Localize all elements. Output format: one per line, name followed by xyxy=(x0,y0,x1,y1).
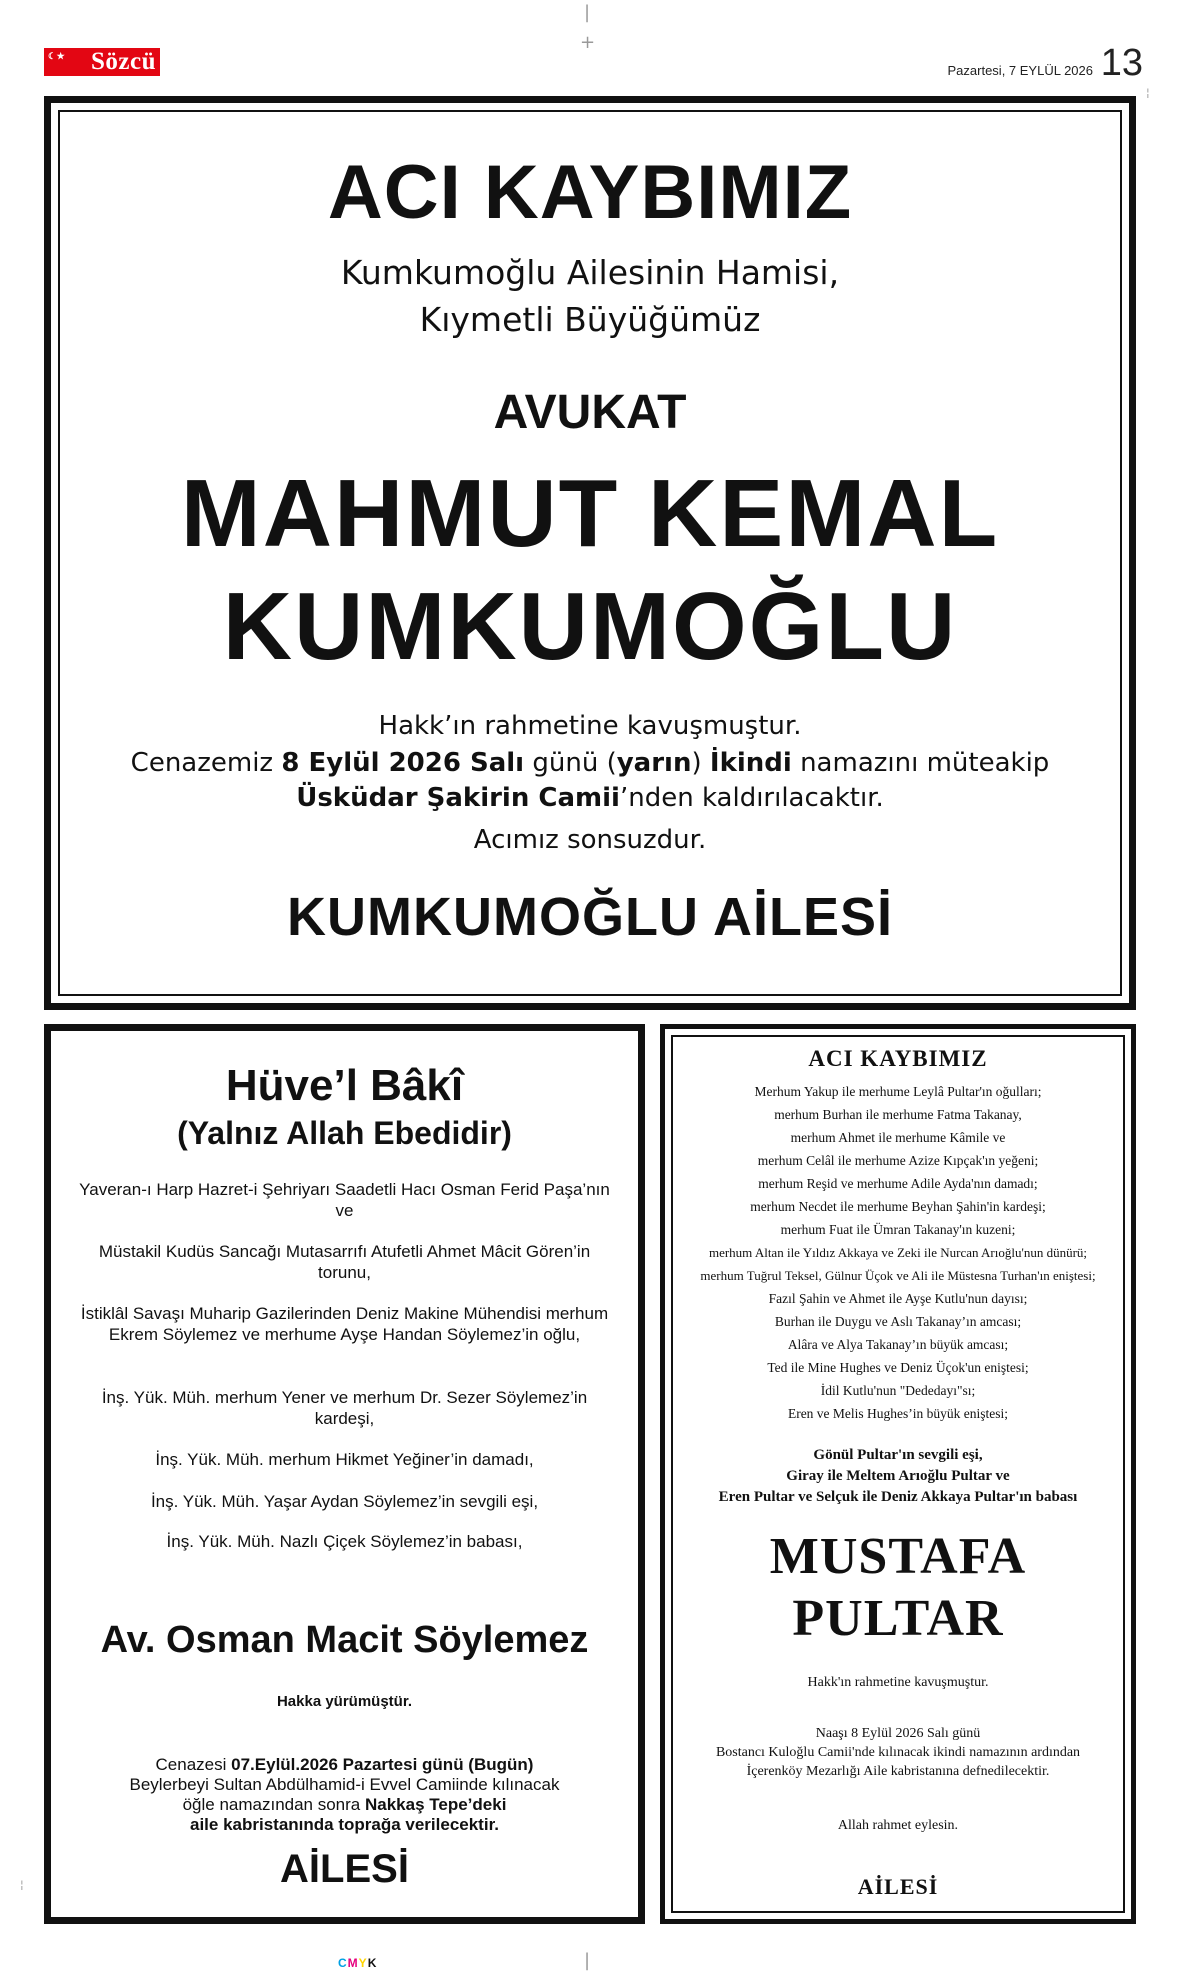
lineage-paragraph: Müstakil Kudüs Sancağı Mutasarrıfı Atufetli Ahmet Mâcit Gören’in torunu, xyxy=(98,1242,591,1282)
family-line: Eren Pultar ve Selçuk ile Deniz Akkaya Pultar'ın babası xyxy=(718,1489,1078,1505)
funeral-details-line: Cenazesi 07.Eylül.2026 Pazartesi günü (Bugün) xyxy=(155,1755,534,1774)
deceased-name: MUSTAFA xyxy=(769,1528,1027,1585)
crop-mark-icon: | xyxy=(584,1950,591,1971)
funeral-location-line: Üsküdar Şakirin Camii’nden kaldırılacaktır. xyxy=(296,783,884,813)
notice-closing: Allah rahmet eylesin. xyxy=(837,1818,959,1833)
kinship-line: merhum Altan ile Yıldız Akkaya ve Zeki ile Nurcan Arıoğlu'nun dünürü; xyxy=(708,1245,1088,1260)
kinship-line: merhum Necdet ile merhume Beyhan Şahin'in kardeşi; xyxy=(750,1199,1046,1214)
notice-subtitle: Kumkumoğlu Ailesinin Hamisi, xyxy=(340,253,840,292)
obituary-notice-soylemez xyxy=(44,1024,645,1924)
notice-subtitle: (Yalnız Allah Ebedidir) xyxy=(177,1115,512,1151)
kinship-line: merhum Burhan ile merhume Fatma Takanay, xyxy=(774,1107,1022,1122)
family-line: Giray ile Meltem Arıoğlu Pultar ve xyxy=(786,1468,1010,1484)
kinship-line: Fazıl Şahin ve Ahmet ile Ayşe Kutlu'nun dayısı; xyxy=(768,1291,1028,1306)
funeral-details-line: öğle namazından sonra Nakkaş Tepe’deki xyxy=(182,1795,507,1814)
funeral-details-line: Bostancı Kuloğlu Camii'nde kılınacak ikindi namazının ardından xyxy=(715,1745,1081,1760)
obituary-notice-kumkumoglu xyxy=(44,96,1136,1010)
lineage-paragraph: Yaveran-ı Harp Hazret-i Şehriyarı Saadetli Hacı Osman Ferid Paşa’nın ve xyxy=(79,1180,610,1220)
family-signature: AİLESİ xyxy=(280,1847,409,1891)
kinship-line: merhum Celâl ile merhume Azize Kıpçak'ın yeğeni; xyxy=(757,1153,1039,1168)
kinship-line: Merhum Yakup ile merhume Leylâ Pultar'ın oğulları; xyxy=(754,1084,1042,1099)
funeral-details-line: Cenazemiz 8 Eylül 2026 Salı günü (yarın) İkindi namazını müteakip xyxy=(130,748,1050,778)
kinship-line: merhum Fuat ile Ümran Takanay'ın kuzeni; xyxy=(780,1222,1016,1237)
family-line: Gönül Pultar'ın sevgili eşi, xyxy=(813,1447,983,1463)
cmyk-letter: C xyxy=(338,1956,348,1970)
cmyk-letter: M xyxy=(347,1956,359,1970)
obituary-notice-pultar xyxy=(660,1024,1136,1924)
cmyk-color-mark xyxy=(338,1956,377,1970)
crop-mark-icon: | xyxy=(584,2,591,23)
kinship-line: Burhan ile Duygu ve Aslı Takanay’ın amcası; xyxy=(774,1314,1022,1329)
notice-title: Hüve’l Bâkî xyxy=(225,1061,464,1110)
registration-mark-icon: + xyxy=(580,32,596,53)
logo-text: Sözcü xyxy=(91,48,156,75)
funeral-details-line: Naaşı 8 Eylül 2026 Salı günü xyxy=(815,1726,981,1741)
funeral-details-line: Beylerbeyi Sultan Abdülhamid-i Evvel Camiinde kılınacak xyxy=(129,1775,560,1794)
notice-text-line: Hakk'ın rahmetine kavuşmuştur. xyxy=(807,1675,989,1690)
notice-subtitle: Kıymetli Büyüğümüz xyxy=(419,300,761,339)
notice-text-line: Hakk’ın rahmetine kavuşmuştur. xyxy=(378,711,802,741)
kinship-line: Alâra ve Alya Takanay’ın büyük amcası; xyxy=(787,1337,1009,1352)
logo-crescent-icon: ☾★ xyxy=(48,51,66,61)
cmyk-letter: K xyxy=(367,1956,378,1970)
crop-mark-icon: ¦ xyxy=(1146,86,1150,99)
kinship-line: merhum Reşid ve merhume Adile Ayda'nın damadı; xyxy=(758,1176,1038,1191)
newspaper-logo xyxy=(44,48,160,76)
issue-date: Pazartesi, 7 EYLÜL 2026 xyxy=(947,63,1093,78)
deceased-surname: KUMKUMOĞLU xyxy=(222,573,958,680)
notice-text-line: Acımız sonsuzdur. xyxy=(473,825,707,855)
deceased-surname: PULTAR xyxy=(792,1590,1004,1647)
family-signature: AİLESİ xyxy=(857,1874,939,1899)
deceased-name: Av. Osman Macit Söylemez xyxy=(100,1619,589,1661)
kinship-line: İdil Kutlu'nun "Dededayı"sı; xyxy=(820,1383,976,1398)
cmyk-letter: Y xyxy=(358,1956,368,1970)
lineage-paragraph: İnş. Yük. Müh. merhum Yener ve merhum Dr. Sezer Söylemez’in kardeşi, xyxy=(101,1388,588,1428)
kinship-line: Eren ve Melis Hughes’in büyük eniştesi; xyxy=(787,1406,1009,1421)
funeral-details-line: İçerenköy Mezarlığı Aile kabristanına defnedilecektir. xyxy=(746,1764,1050,1779)
lineage-paragraph: İstiklâl Savaşı Muharip Gazilerinden Deniz Makine Mühendisi merhum Ekrem Söylemez ve merhume Ayşe Handan Söylemez’in oğlu, xyxy=(80,1304,609,1344)
lineage-paragraph: İnş. Yük. Müh. merhum Hikmet Yeğiner’in damadı, xyxy=(155,1450,534,1469)
notice-text-line: Hakka yürümüştür. xyxy=(276,1693,413,1710)
kinship-line: Ted ile Mine Hughes ve Deniz Üçok'un eniştesi; xyxy=(767,1360,1029,1375)
crop-mark-icon: ¦ xyxy=(20,1878,24,1891)
notice-title: ACI KAYBIMIZ xyxy=(808,1046,988,1071)
deceased-name: MAHMUT KEMAL xyxy=(180,460,1000,567)
lineage-paragraph: İnş. Yük. Müh. Yaşar Aydan Söylemez’in sevgili eşi, xyxy=(150,1492,539,1511)
lineage-paragraph: İnş. Yük. Müh. Nazlı Çiçek Söylemez’in babası, xyxy=(166,1532,523,1551)
family-signature: KUMKUMOĞLU AİLESİ xyxy=(287,887,893,947)
deceased-profession: AVUKAT xyxy=(493,386,687,439)
funeral-details-line: aile kabristanında toprağa verilecektir. xyxy=(190,1815,499,1834)
kinship-line: merhum Tuğrul Teksel, Gülnur Üçok ve Ali ile Müstesna Turhan'ın eniştesi; xyxy=(700,1268,1096,1283)
notice-title: ACI KAYBIMIZ xyxy=(327,150,853,235)
kinship-line: merhum Ahmet ile merhume Kâmile ve xyxy=(790,1130,1006,1145)
page-number: 13 xyxy=(1100,42,1143,84)
